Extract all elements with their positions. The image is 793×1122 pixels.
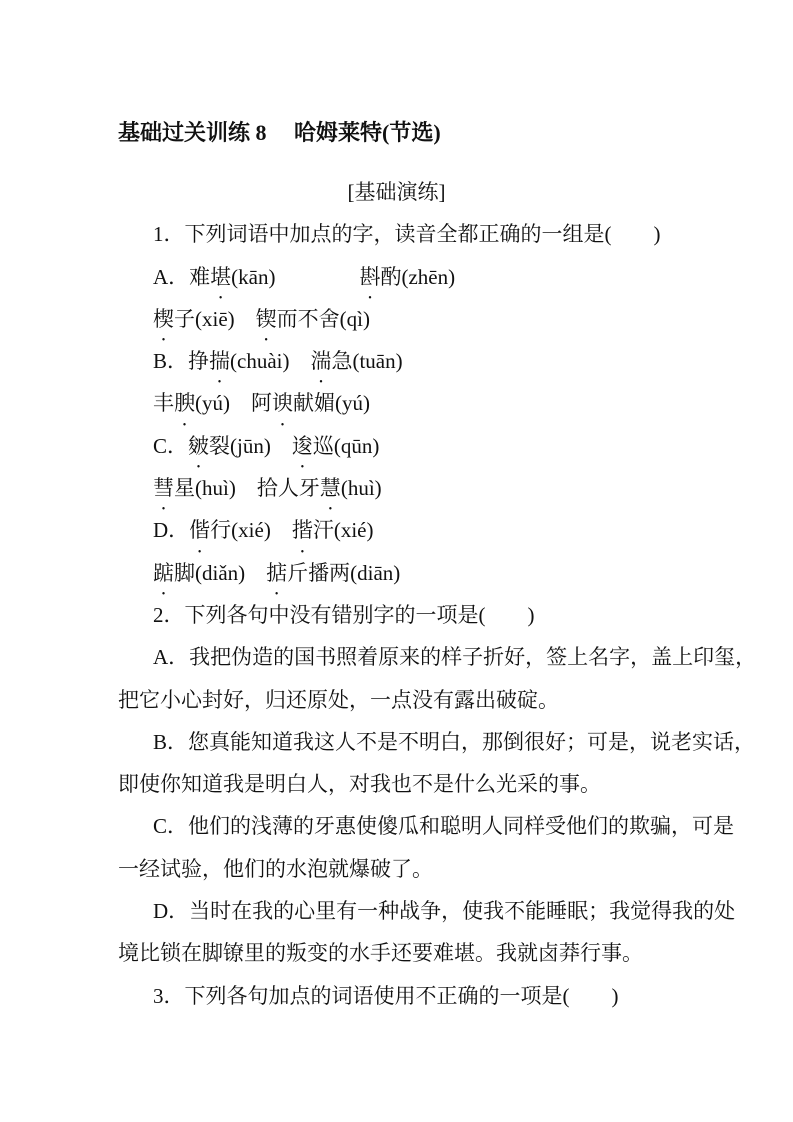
q1-option-b-line-2: [118, 382, 675, 424]
emphasized-char: 谀: [272, 391, 293, 416]
emphasized-char: 逡: [291, 433, 313, 458]
body-lines: [118, 213, 757, 1017]
text-run: 一经试验，他们的水泡就爆破了。: [118, 856, 433, 881]
q3-stem: [118, 975, 675, 1017]
text-run: 行(xié): [210, 518, 292, 543]
text-run: C．他们的浅薄的牙惠使傻瓜和聪明人同样受他们的欺骗，可是: [153, 814, 735, 839]
q2-stem: [118, 594, 675, 636]
q2-option-d-line-2: [118, 932, 675, 974]
text-run: C．: [153, 433, 189, 458]
text-run: 而不舍(qì): [276, 306, 370, 331]
q2-option-d-line-1: [118, 890, 736, 932]
emphasized-char: 彗: [153, 476, 174, 501]
document-body: [118, 171, 757, 1017]
text-run: 1．下列词语中加点的字，读音全都正确的一组是( ): [153, 222, 661, 247]
q2-option-a-line-1: [118, 636, 757, 678]
text-run: D．: [153, 518, 190, 543]
text-run: 3．下列各句加点的词语使用不正确的一项是( ): [153, 983, 619, 1008]
q1-option-b-line-1: [118, 340, 675, 382]
text-run: B．挣: [153, 349, 210, 374]
text-run: D．当时在我的心里有一种战争，使我不能睡眠；我觉得我的处: [153, 899, 736, 924]
q1-stem: [118, 213, 675, 255]
q2-option-b-line-2: [118, 763, 675, 805]
text-run: 把它小心封好，归还原处，一点没有露出破碇。: [118, 687, 559, 712]
emphasized-char: 斟: [359, 264, 381, 289]
section-heading: [基础演练]: [347, 180, 446, 204]
emphasized-char: 揣: [209, 349, 231, 374]
emphasized-char: 慧: [319, 476, 341, 501]
q1-option-c-line-2: [118, 467, 675, 509]
text-run: 酌(zhēn): [380, 264, 456, 289]
text-run: (huì): [340, 476, 382, 501]
text-run: 星(huì) 拾人牙: [174, 476, 320, 501]
text-run: 巡(qūn): [312, 433, 380, 458]
text-run: B．您真能知道我这人不是不明白，那倒很好；可是，说老实话，: [153, 729, 756, 754]
q1-option-a-line-2: [118, 298, 675, 340]
q1-option-a-line-1: [118, 256, 675, 298]
text-run: 斤播两(diān): [287, 560, 401, 585]
emphasized-char: 楔: [153, 306, 174, 331]
q2-option-c-line-1: [118, 805, 735, 847]
text-run: 丰: [153, 391, 174, 416]
emphasized-char: 踮: [153, 560, 174, 585]
text-run: (chuài): [230, 349, 311, 374]
text-run: 2．下列各句中没有错别字的一项是( ): [153, 602, 535, 627]
q2-option-a-line-2: [118, 679, 675, 721]
emphasized-char: 揩: [291, 518, 313, 543]
text-run: 即使你知道我是明白人，对我也不是什么光采的事。: [118, 772, 601, 797]
text-run: 子(xiē): [174, 306, 256, 331]
emphasized-char: 掂: [266, 560, 288, 585]
emphasized-char: 腴: [174, 391, 195, 416]
page-title: 基础过关训练 8 哈姆莱特(节选): [118, 120, 441, 145]
text-run: 急(tuān): [331, 349, 403, 374]
emphasized-char: 皴: [188, 433, 210, 458]
text-run: 献媚(yú): [293, 391, 370, 416]
text-run: 汗(xié): [312, 518, 374, 543]
q1-option-c-line-1: [118, 425, 675, 467]
q1-option-d-line-2: [118, 552, 675, 594]
q2-option-b-line-1: [118, 721, 756, 763]
q2-option-c-line-2: [118, 848, 675, 890]
text-run: 境比锁在脚镣里的叛变的水手还要难堪。我就卤莽行事。: [118, 941, 643, 966]
emphasized-char: 偕: [189, 518, 211, 543]
text-run: A．难: [153, 264, 211, 289]
emphasized-char: 堪: [210, 264, 232, 289]
text-run: (kān): [231, 264, 360, 289]
text-run: 脚(diǎn): [174, 560, 267, 585]
text-run: (yú) 阿: [195, 391, 272, 416]
q1-option-d-line-1: [118, 509, 675, 551]
emphasized-char: 湍: [310, 349, 332, 374]
text-run: 裂(jūn): [209, 433, 292, 458]
text-run: A．我把伪造的国书照着原来的样子折好，签上名字，盖上印玺，: [153, 645, 757, 670]
emphasized-char: 锲: [255, 306, 277, 331]
